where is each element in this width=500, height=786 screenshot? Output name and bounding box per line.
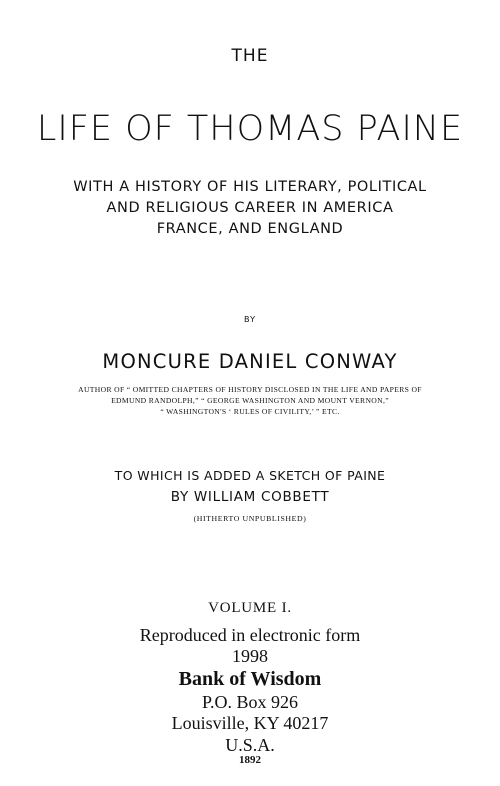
unpublished-note: (HITHERTO UNPUBLISHED): [193, 514, 307, 523]
title-prefix: THE: [231, 46, 269, 66]
subtitle-line: FRANCE, AND ENGLAND: [156, 221, 344, 237]
addition-line: BY WILLIAM COBBETT: [170, 489, 330, 505]
address-line: P.O. Box 926: [201, 692, 299, 712]
reproduction-year: 1998: [232, 646, 268, 666]
publication-year: 1892: [239, 754, 261, 766]
address-line: U.S.A.: [225, 735, 275, 755]
by-label: BY: [244, 315, 256, 324]
address-line: Louisville, KY 40217: [171, 713, 329, 733]
author-credits-line: EDMUND RANDOLPH,” “ GEORGE WASHINGTON AND MOUNT VERNON,”: [111, 396, 389, 405]
volume-label: VOLUME I.: [208, 600, 292, 616]
book-title: LIFE OF THOMAS PAINE: [36, 109, 464, 149]
author-name: MONCURE DANIEL CONWAY: [102, 350, 398, 373]
publisher-name: Bank of Wisdom: [178, 668, 322, 690]
subtitle-line: AND RELIGIOUS CAREER IN AMERICA: [106, 200, 394, 216]
author-credits-line: AUTHOR OF “ OMITTED CHAPTERS OF HISTORY DISCLOSED IN THE LIFE AND PAPERS OF: [78, 385, 422, 394]
addition-line: TO WHICH IS ADDED A SKETCH OF PAINE: [114, 468, 386, 483]
reproduction-line: Reproduced in electronic form: [139, 625, 361, 645]
subtitle-line: WITH A HISTORY OF HIS LITERARY, POLITICAL: [73, 179, 427, 195]
author-credits-line: “ WASHINGTON'S ‘ RULES OF CIVILITY,’ ” ETC.: [160, 407, 340, 416]
